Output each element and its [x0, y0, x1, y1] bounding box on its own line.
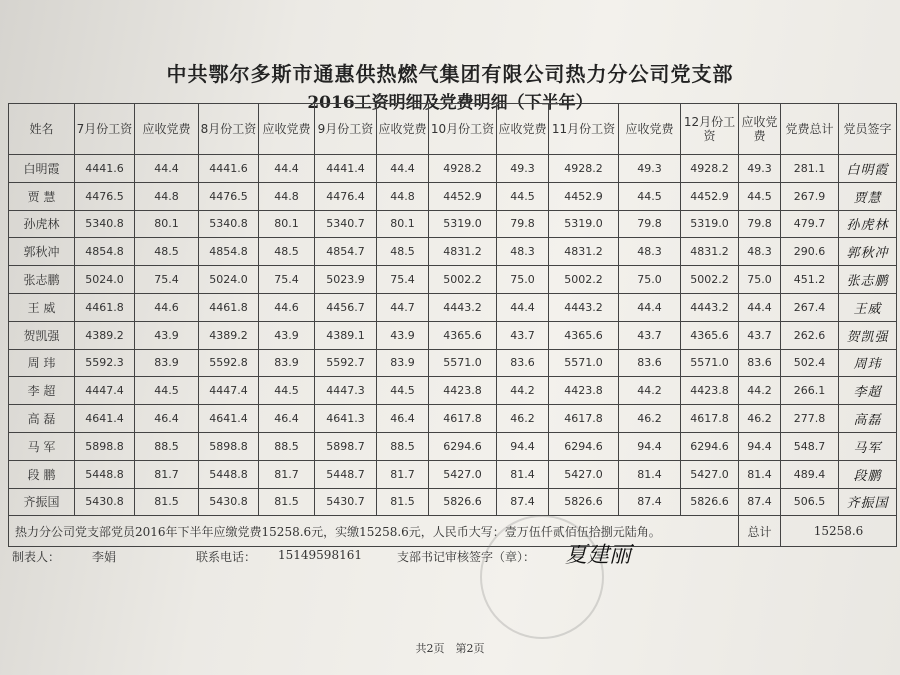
table-cell: 48.3: [739, 238, 781, 266]
member-signature: 段鹏: [839, 460, 897, 488]
member-name: 段 鹏: [9, 460, 75, 488]
member-name: 齐振国: [9, 488, 75, 516]
header-sep-salary: 9月份工资: [315, 104, 377, 155]
table-cell: 4461.8: [75, 293, 135, 321]
table-cell: 44.5: [259, 377, 315, 405]
table-cell: 5023.9: [315, 266, 377, 294]
table-cell: 75.4: [259, 266, 315, 294]
table-cell: 4854.7: [315, 238, 377, 266]
table-cell: 88.5: [135, 432, 199, 460]
member-name: 王 威: [9, 293, 75, 321]
table-cell: 5571.0: [681, 349, 739, 377]
table-row: [9, 210, 897, 238]
table-cell: 5430.8: [199, 488, 259, 516]
table-cell: 44.4: [135, 155, 199, 183]
member-signature: 李超: [839, 377, 897, 405]
table-cell: 43.9: [135, 321, 199, 349]
table-cell: 4854.8: [75, 238, 135, 266]
table-cell: 46.2: [497, 405, 549, 433]
table-row: [9, 293, 897, 321]
member-name: 白明霞: [9, 155, 75, 183]
table-cell: 4476.5: [75, 182, 135, 210]
table-cell: 87.4: [619, 488, 681, 516]
table-cell: 4389.1: [315, 321, 377, 349]
member-signature: 张志鹏: [839, 266, 897, 294]
header-dues-total: 党费总计: [781, 104, 839, 155]
table-cell: 44.2: [497, 377, 549, 405]
table-cell: 44.5: [619, 182, 681, 210]
table-row: [9, 460, 897, 488]
table-cell: 48.5: [259, 238, 315, 266]
table-cell: 80.1: [135, 210, 199, 238]
table-cell: 44.5: [135, 377, 199, 405]
table-cell: 49.3: [619, 155, 681, 183]
secretary-signature: 夏建丽: [565, 543, 632, 568]
table-cell: 290.6: [781, 238, 839, 266]
member-name: 孙虎林: [9, 210, 75, 238]
table-row: [9, 238, 897, 266]
table-row: [9, 405, 897, 433]
table-cell: 5002.2: [549, 266, 619, 294]
table-cell: 44.4: [497, 293, 549, 321]
member-name: 李 超: [9, 377, 75, 405]
table-cell: 80.1: [259, 210, 315, 238]
table-row: [9, 266, 897, 294]
table-row: [9, 488, 897, 516]
table-cell: 4423.8: [549, 377, 619, 405]
table-cell: 4617.8: [549, 405, 619, 433]
table-cell: 5340.7: [315, 210, 377, 238]
table-cell: 4365.6: [429, 321, 497, 349]
header-signature: 党员签字: [839, 104, 897, 155]
table-cell: 75.0: [619, 266, 681, 294]
table-cell: 44.4: [259, 155, 315, 183]
member-signature: 孙虎林: [839, 210, 897, 238]
member-name: 马 军: [9, 432, 75, 460]
summary-total-value: 15258.6: [781, 516, 897, 547]
summary-row: [9, 516, 897, 547]
table-cell: 43.7: [497, 321, 549, 349]
table-cell: 4452.9: [549, 182, 619, 210]
table-cell: 49.3: [497, 155, 549, 183]
table-cell: 49.3: [739, 155, 781, 183]
table-cell: 46.4: [135, 405, 199, 433]
table-cell: 44.5: [377, 377, 429, 405]
member-name: 郭秋冲: [9, 238, 75, 266]
table-cell: 44.8: [259, 182, 315, 210]
table-cell: 5592.7: [315, 349, 377, 377]
table-cell: 80.1: [377, 210, 429, 238]
header-jul-dues: 应收党费: [135, 104, 199, 155]
table-cell: 48.5: [135, 238, 199, 266]
table-cell: 5571.0: [549, 349, 619, 377]
table-cell: 48.5: [377, 238, 429, 266]
table-cell: 5826.6: [549, 488, 619, 516]
table-cell: 4831.2: [429, 238, 497, 266]
table-cell: 43.9: [259, 321, 315, 349]
table-cell: 44.2: [619, 377, 681, 405]
table-cell: 46.2: [739, 405, 781, 433]
table-cell: 5430.7: [315, 488, 377, 516]
table-cell: 6294.6: [681, 432, 739, 460]
table-cell: 4641.3: [315, 405, 377, 433]
table-cell: 81.5: [377, 488, 429, 516]
table-cell: 81.4: [739, 460, 781, 488]
table-cell: 4831.2: [549, 238, 619, 266]
table-cell: 5002.2: [429, 266, 497, 294]
phone-label: 联系电话：: [196, 550, 257, 564]
table-cell: 46.4: [377, 405, 429, 433]
table-row: [9, 432, 897, 460]
table-cell: 4928.2: [549, 155, 619, 183]
table-cell: 5340.8: [199, 210, 259, 238]
stamp-mark: [480, 515, 604, 639]
table-cell: 44.6: [259, 293, 315, 321]
table-cell: 4476.4: [315, 182, 377, 210]
table-cell: 5024.0: [75, 266, 135, 294]
table-cell: 5319.0: [549, 210, 619, 238]
table-cell: 5571.0: [429, 349, 497, 377]
table-cell: 5024.0: [199, 266, 259, 294]
table-cell: 81.4: [619, 460, 681, 488]
table-cell: 4854.8: [199, 238, 259, 266]
table-cell: 75.0: [739, 266, 781, 294]
table-cell: 94.4: [739, 432, 781, 460]
secretary-label: 支部书记审核签字（章）：: [397, 550, 536, 564]
header-jul-salary: 7月份工资: [75, 104, 135, 155]
table-cell: 4441.6: [199, 155, 259, 183]
table-cell: 81.5: [135, 488, 199, 516]
table-cell: 48.3: [497, 238, 549, 266]
table-cell: 94.4: [497, 432, 549, 460]
table-cell: 43.7: [739, 321, 781, 349]
table-cell: 451.2: [781, 266, 839, 294]
member-name: 张志鹏: [9, 266, 75, 294]
table-cell: 5826.6: [429, 488, 497, 516]
table-cell: 267.4: [781, 293, 839, 321]
table-cell: 4831.2: [681, 238, 739, 266]
table-cell: 48.3: [619, 238, 681, 266]
header-dec-salary: 12月份工资: [681, 104, 739, 155]
table-cell: 4476.5: [199, 182, 259, 210]
table-cell: 81.7: [135, 460, 199, 488]
table-cell: 6294.6: [429, 432, 497, 460]
summary-total-label: 总计: [739, 516, 781, 547]
header-oct-dues: 应收党费: [497, 104, 549, 155]
header-aug-dues: 应收党费: [259, 104, 315, 155]
table-cell: 83.6: [739, 349, 781, 377]
table-cell: 6294.6: [549, 432, 619, 460]
header-nov-salary: 11月份工资: [549, 104, 619, 155]
header-dec-dues: 应收党费: [739, 104, 781, 155]
table-cell: 5448.7: [315, 460, 377, 488]
member-name: 贾 慧: [9, 182, 75, 210]
member-signature: 高磊: [839, 405, 897, 433]
table-cell: 5340.8: [75, 210, 135, 238]
member-name: 周 玮: [9, 349, 75, 377]
table-cell: 94.4: [619, 432, 681, 460]
table-cell: 5427.0: [681, 460, 739, 488]
table-cell: 44.4: [377, 155, 429, 183]
table-cell: 81.5: [259, 488, 315, 516]
page-number: 共2页 第2页: [415, 642, 485, 655]
table-row: [9, 349, 897, 377]
table-cell: 4365.6: [549, 321, 619, 349]
table-cell: 75.4: [377, 266, 429, 294]
table-cell: 83.9: [135, 349, 199, 377]
table-cell: 5319.0: [681, 210, 739, 238]
table-cell: 5898.8: [199, 432, 259, 460]
table-cell: 5448.8: [199, 460, 259, 488]
table-cell: 4928.2: [429, 155, 497, 183]
table-cell: 83.6: [619, 349, 681, 377]
table-cell: 502.4: [781, 349, 839, 377]
table-row: [9, 155, 897, 183]
table-cell: 489.4: [781, 460, 839, 488]
table-cell: 79.8: [739, 210, 781, 238]
table-cell: 5448.8: [75, 460, 135, 488]
table-cell: 5592.8: [199, 349, 259, 377]
member-signature: 齐振国: [839, 488, 897, 516]
table-cell: 44.5: [739, 182, 781, 210]
table-cell: 262.6: [781, 321, 839, 349]
table-cell: 4447.4: [199, 377, 259, 405]
member-signature: 贺凯强: [839, 321, 897, 349]
table-cell: 88.5: [259, 432, 315, 460]
table-cell: 266.1: [781, 377, 839, 405]
table-body: [9, 155, 897, 516]
table-header-row: [9, 104, 897, 155]
table-cell: 4441.6: [75, 155, 135, 183]
table-cell: 75.4: [135, 266, 199, 294]
table-cell: 43.9: [377, 321, 429, 349]
summary-text: 热力分公司党支部党员2016年下半年应缴党费15258.6元，实缴15258.6元，人民币大写：壹万伍仟贰佰伍拾捌元陆角。: [9, 516, 739, 547]
table-cell: 4447.3: [315, 377, 377, 405]
table-cell: 506.5: [781, 488, 839, 516]
table-cell: 4423.8: [429, 377, 497, 405]
table-cell: 5826.6: [681, 488, 739, 516]
table-cell: 44.4: [739, 293, 781, 321]
member-signature: 王威: [839, 293, 897, 321]
table-cell: 79.8: [619, 210, 681, 238]
table-cell: 5002.2: [681, 266, 739, 294]
document-title: 中共鄂尔多斯市通惠供热燃气集团有限公司热力分公司党支部: [166, 62, 734, 86]
header-oct-salary: 10月份工资: [429, 104, 497, 155]
table-row: [9, 377, 897, 405]
table-cell: 4617.8: [429, 405, 497, 433]
table-cell: 5898.8: [75, 432, 135, 460]
table-cell: 44.4: [619, 293, 681, 321]
table-cell: 87.4: [497, 488, 549, 516]
table-cell: 5592.3: [75, 349, 135, 377]
table-cell: 83.9: [377, 349, 429, 377]
table-cell: 267.9: [781, 182, 839, 210]
member-signature: 周玮: [839, 349, 897, 377]
table-cell: 4928.2: [681, 155, 739, 183]
table-cell: 5319.0: [429, 210, 497, 238]
preparer-label: 制表人：: [12, 550, 61, 564]
table-cell: 281.1: [781, 155, 839, 183]
table-cell: 4389.2: [75, 321, 135, 349]
table-cell: 4641.4: [199, 405, 259, 433]
table-cell: 4456.7: [315, 293, 377, 321]
table-cell: 5427.0: [549, 460, 619, 488]
member-name: 高 磊: [9, 405, 75, 433]
table-cell: 4447.4: [75, 377, 135, 405]
table-cell: 4389.2: [199, 321, 259, 349]
table-cell: 81.7: [259, 460, 315, 488]
member-signature: 马军: [839, 432, 897, 460]
table-cell: 4365.6: [681, 321, 739, 349]
header-nov-dues: 应收党费: [619, 104, 681, 155]
table-cell: 81.4: [497, 460, 549, 488]
member-signature: 贾慧: [839, 182, 897, 210]
table-cell: 4452.9: [681, 182, 739, 210]
table-row: [9, 182, 897, 210]
table-cell: 4452.9: [429, 182, 497, 210]
table-cell: 43.7: [619, 321, 681, 349]
member-signature: 郭秋冲: [839, 238, 897, 266]
table-cell: 46.4: [259, 405, 315, 433]
header-name: 姓名: [9, 104, 75, 155]
member-signature: 白明霞: [839, 155, 897, 183]
header-aug-salary: 8月份工资: [199, 104, 259, 155]
member-name: 贺凯强: [9, 321, 75, 349]
table-cell: 277.8: [781, 405, 839, 433]
table-cell: 4423.8: [681, 377, 739, 405]
document-subtitle: 2016工资明细及党费明细（下半年）: [307, 93, 593, 113]
table-cell: 5430.8: [75, 488, 135, 516]
table-cell: 88.5: [377, 432, 429, 460]
preparer-name: 李娟: [92, 550, 117, 564]
phone-number: 15149598161: [278, 548, 362, 562]
table-cell: 5427.0: [429, 460, 497, 488]
dues-table: [8, 103, 897, 547]
table-row: [9, 321, 897, 349]
table-cell: 44.8: [377, 182, 429, 210]
table-cell: 4617.8: [681, 405, 739, 433]
table-cell: 5898.7: [315, 432, 377, 460]
header-sep-dues: 应收党费: [377, 104, 429, 155]
table-cell: 44.5: [497, 182, 549, 210]
table-cell: 87.4: [739, 488, 781, 516]
table-cell: 4443.2: [681, 293, 739, 321]
table-cell: 4443.2: [549, 293, 619, 321]
table-cell: 44.2: [739, 377, 781, 405]
table-cell: 81.7: [377, 460, 429, 488]
table-cell: 44.6: [135, 293, 199, 321]
table-cell: 44.8: [135, 182, 199, 210]
table-cell: 4441.4: [315, 155, 377, 183]
table-cell: 4443.2: [429, 293, 497, 321]
table-cell: 83.9: [259, 349, 315, 377]
table-cell: 75.0: [497, 266, 549, 294]
table-cell: 79.8: [497, 210, 549, 238]
table-cell: 548.7: [781, 432, 839, 460]
table-cell: 83.6: [497, 349, 549, 377]
table-cell: 4641.4: [75, 405, 135, 433]
table-cell: 44.7: [377, 293, 429, 321]
table-cell: 4461.8: [199, 293, 259, 321]
table-cell: 46.2: [619, 405, 681, 433]
table-cell: 479.7: [781, 210, 839, 238]
